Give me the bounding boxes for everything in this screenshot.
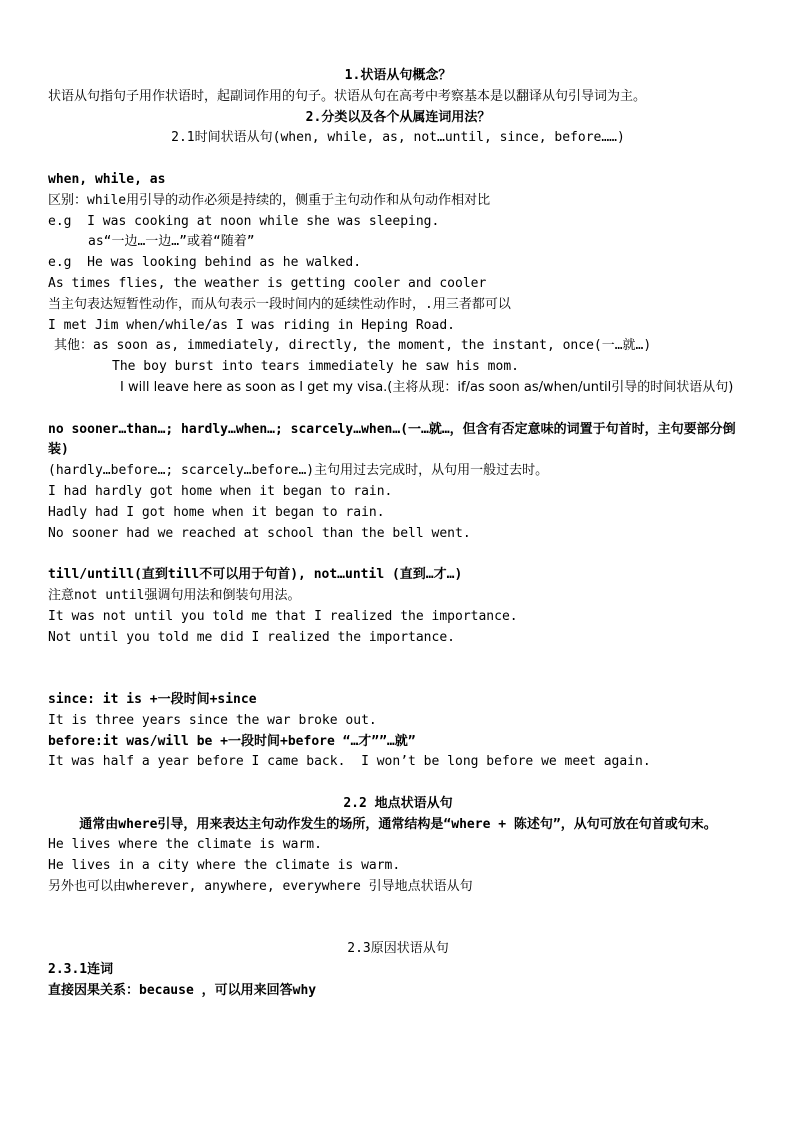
example-line: It was not until you told me that I realized the importance.	[48, 608, 518, 624]
heading-2-2: 2.2 地点状语从句	[343, 795, 453, 811]
example-line: I had hardly got home when it began to rain.	[48, 483, 393, 499]
section-no-sooner: no sooner…than…; hardly…when…; scarcely…when…(一…就…，但含有否定意味的词置于句首时，主句要部分倒装)	[48, 421, 736, 458]
heading-2-3-1: 2.3.1连词	[48, 962, 114, 978]
paragraph-concept: 状语从句指句子用作状语时，起副词作用的句子。状语从句在高考中考察基本是以翻译从句引导词为主。	[48, 88, 647, 104]
document-page	[48, 66, 748, 1002]
example-line	[48, 378, 748, 399]
example-line: The boy burst into tears immediately he saw his mom.	[112, 359, 519, 375]
example-line: I met Jim when/while/as I was riding in Heping Road.	[48, 317, 455, 333]
heading-2-1: 2.1时间状语从句(when, while, as, not…until, since, before……)	[171, 130, 625, 146]
example-line: e.g He was looking behind as he walked.	[48, 255, 362, 271]
example-line: He lives where the climate is warm.	[48, 837, 322, 853]
example-text: I will leave here as soon as I get my visa.(主将从现：if/as soon as/when/until引导的时间状语从句)	[120, 379, 734, 395]
text-line: 注意not until强调句用法和倒装句用法。	[48, 587, 301, 603]
text-line: 另外也可以由wherever, anywhere, everywhere 引导地点状语从句	[48, 879, 473, 895]
example-line: No sooner had we reached at school than the bell went.	[48, 525, 471, 541]
heading-2-3: 2.3原因状语从句	[347, 941, 449, 957]
text-line: as“一边…一边…”或着“随着”	[88, 234, 255, 250]
heading-2: 2.分类以及各个从属连词用法？	[305, 109, 491, 125]
heading-1: 1.状语从句概念？	[344, 68, 452, 83]
section-before: before:it was/will be +一段时间+before “…才””…就”	[48, 733, 416, 749]
section-since: since: it is +一段时间+since	[48, 691, 257, 707]
text-line: 通常由where引导，用来表达主句动作发生的场所，通常结构是“where + 陈述句”，从句可放在句首或句末。	[79, 816, 717, 832]
text-line: 直接因果关系：because ，可以用来回答why	[48, 983, 317, 999]
text-line: (hardly…before…; scarcely…before…)主句用过去完成时，从句用一般过去时。	[48, 463, 549, 479]
example-line: It is three years since the war broke out.	[48, 712, 377, 728]
text-line: 区别：while用引导的动作必须是持续的，侧重于主句动作和从句动作相对比	[48, 192, 491, 208]
text-line: 其他：as soon as, immediately, directly, the moment, the instant, once(一…就…)	[54, 338, 652, 354]
text-line: 当主句表达短暂性动作，而从句表示一段时间内的延续性动作时，.用三者都可以	[48, 296, 511, 312]
example-line: It was half a year before I came back. I won’t be long before we meet again.	[48, 754, 651, 770]
example-line: e.g I was cooking at noon while she was sleeping.	[48, 213, 440, 229]
example-line: Hadly had I got home when it began to rain.	[48, 504, 385, 520]
example-line: Not until you told me did I realized the importance.	[48, 629, 455, 645]
example-line: As times flies, the weather is getting cooler and cooler	[48, 275, 487, 291]
example-line: He lives in a city where the climate is warm.	[48, 858, 401, 874]
section-when-while-as: when, while, as	[48, 171, 166, 187]
section-till-until: till/untill(直到till不可以用于句首), not…until (直到…才…)	[48, 567, 463, 583]
